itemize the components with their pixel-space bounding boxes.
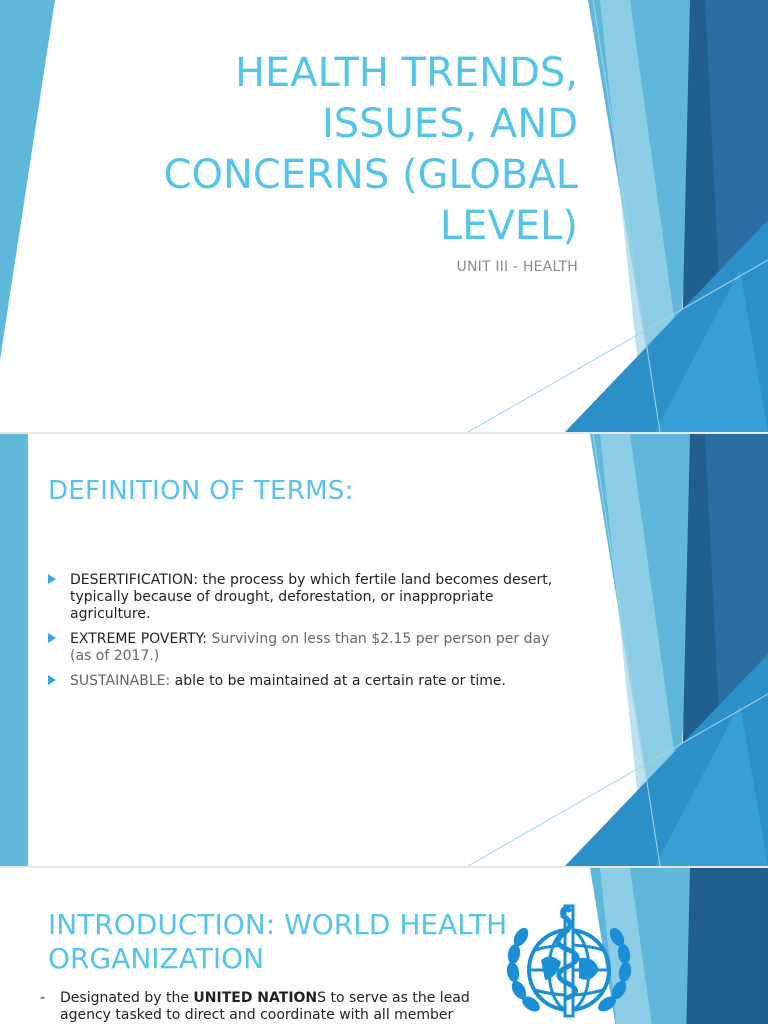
intro-text-suffix: S to serve as the lead agency tasked to direct and coordinate with all member xyxy=(60,990,470,1023)
bullet-arrow-icon xyxy=(48,675,56,685)
slide-title xyxy=(0,0,768,432)
definition-term: SUSTAINABLE: xyxy=(70,673,171,689)
right-dark-band xyxy=(680,868,768,1024)
introduction-item xyxy=(40,990,490,1024)
dash-bullet: - xyxy=(40,990,46,1006)
intro-text-bold: UNITED NATION xyxy=(193,990,318,1006)
definition-item-sustainable xyxy=(48,673,568,690)
definition-term: DESERTIFICATION: xyxy=(70,572,199,588)
definition-term: EXTREME POVERTY: xyxy=(70,631,207,647)
left-light-band xyxy=(0,0,55,360)
intro-text-prefix: Designated by the xyxy=(60,990,194,1006)
introduction-list xyxy=(40,990,490,1024)
who-emblem-icon xyxy=(505,900,633,1024)
left-light-band xyxy=(0,434,28,866)
definition-item-desertification xyxy=(48,572,568,623)
definitions-heading: DEFINITION OF TERMS: xyxy=(48,476,354,506)
definition-item-extreme-poverty xyxy=(48,631,568,665)
definitions-list xyxy=(48,572,568,698)
definition-text: the process by which fertile land becomes desert, typically because of drought, deforestation, or inappropriate agriculture. xyxy=(70,572,553,622)
definition-text: able to be maintained at a certain rate or time. xyxy=(170,673,506,689)
bullet-arrow-icon xyxy=(48,633,56,643)
introduction-heading: INTRODUCTION: WORLD HEALTH ORGANIZATION xyxy=(48,908,508,975)
presentation-title: HEALTH TRENDS, ISSUES, AND CONCERNS (GLOBAL LEVEL) xyxy=(163,50,578,249)
definition-text: Surviving on less than $2.15 per person per day (as of 2017.) xyxy=(70,631,550,664)
presentation-subtitle: UNIT III - HEALTH xyxy=(456,259,578,275)
bullet-arrow-icon xyxy=(48,574,56,584)
